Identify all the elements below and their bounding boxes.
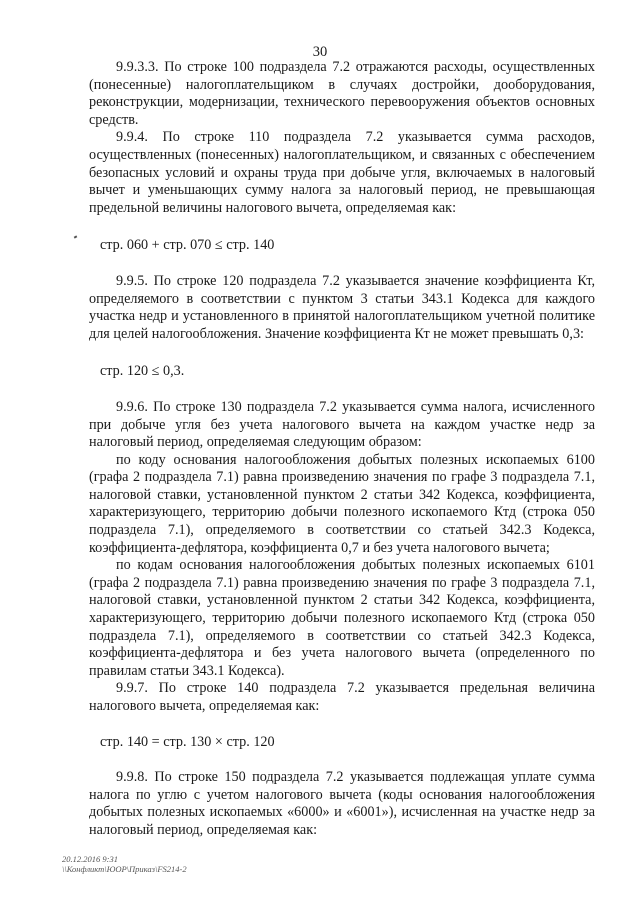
paragraph-9-9-8: 9.9.8. По строке 150 подраздела 7.2 указывается подлежащая уплате сумма налога по углю с учетом налогового вычета (коды основания налогообложения добытых полезных ископаемых «6000» и «6001»), исчисленная на участке недр за налоговый период, определяемая как: <box>89 769 595 838</box>
footer-file-path: \\Конфликт\ЮОР\Приказ\FS214-2 <box>62 864 187 874</box>
paragraph-code-6100: по коду основания налогообложения добытых полезных ископаемых 6100 (графа 2 подраздела 7.1) равна произведению значения по графе 3 подраздела 7.1, налоговой ставки, установленной пунктом 2 статьи 342 Кодекса, коэффициента, характеризующего, территорию добычи полезного ископаемого Ктд (строка 050 подраздела 7.1), определяемого в соответствии со статьей 342.3 Кодекса, коэффициента-дефлятора, коэффициента 0,7 и без учета налогового вычета; <box>89 451 595 556</box>
footer-timestamp: 20.12.2016 9:31 <box>62 854 118 864</box>
paragraph-9-9-6: 9.9.6. По строке 130 подраздела 7.2 указывается сумма налога, исчисленного при добыче угля без учета налогового вычета на каждом участке недр за налоговый период, определяемая следующим образом: <box>89 398 595 451</box>
paragraph-9-9-7: 9.9.7. По строке 140 подраздела 7.2 указывается предельная величина налогового вычета, определяемая как: <box>89 680 595 714</box>
formula-line-120-limit: стр. 120 ≤ 0,3. <box>100 363 185 380</box>
document-body <box>89 59 595 840</box>
paragraph-9-9-3-3: 9.9.3.3. По строке 100 подраздела 7.2 отражаются расходы, осуществленных (понесенные) налогоплательщиком в случаях достройки, дооборудования, реконструкции, модернизации, технического перевооружения объектов основных средств. <box>89 59 595 128</box>
footer-file-stamp <box>62 854 187 874</box>
formula-line-140-limit: стр. 060 + стр. 070 ≤ стр. 140 <box>100 237 275 254</box>
page-number: 30 <box>312 44 328 60</box>
stray-ink-mark <box>74 235 78 238</box>
paragraph-9-9-4: 9.9.4. По строке 110 подраздела 7.2 указывается сумма расходов, осуществленных (понесенных) налогоплательщиком, и связанных с обеспечением безопасных условий и охраны труда при добыче угля, включаемых в налоговый вычет и уменьшающих сумму налога за налоговый период, не превышающая предельной величины налогового вычета, определяемая как: <box>89 129 595 216</box>
formula-line-140-calc: стр. 140 = стр. 130 × стр. 120 <box>100 733 275 750</box>
paragraph-code-6101: по кодам основания налогообложения добытых полезных ископаемых 6101 (графа 2 подраздела 7.1) равна произведению значения по графе 3 подраздела 7.1, налоговой ставки, установленной пунктом 2 статьи 342 Кодекса, коэффициента, характеризующего, территорию добычи полезного ископаемого Ктд (строка 050 подраздела 7.1), определяемого в соответствии со статьей 342.3 Кодекса, коэффициента-дефлятора и без учета налогового вычета (определенного по правилам статьи 343.1 Кодекса). <box>89 557 595 679</box>
paragraph-9-9-5: 9.9.5. По строке 120 подраздела 7.2 указывается значение коэффициента Кт, определяемого в соответствии с пунктом 3 статьи 343.1 Кодекса для каждого участка недр и установленного в принятой налогоплательщиком учетной политике для целей налогообложения. Значение коэффициента Кт не может превышать 0,3: <box>89 272 595 342</box>
